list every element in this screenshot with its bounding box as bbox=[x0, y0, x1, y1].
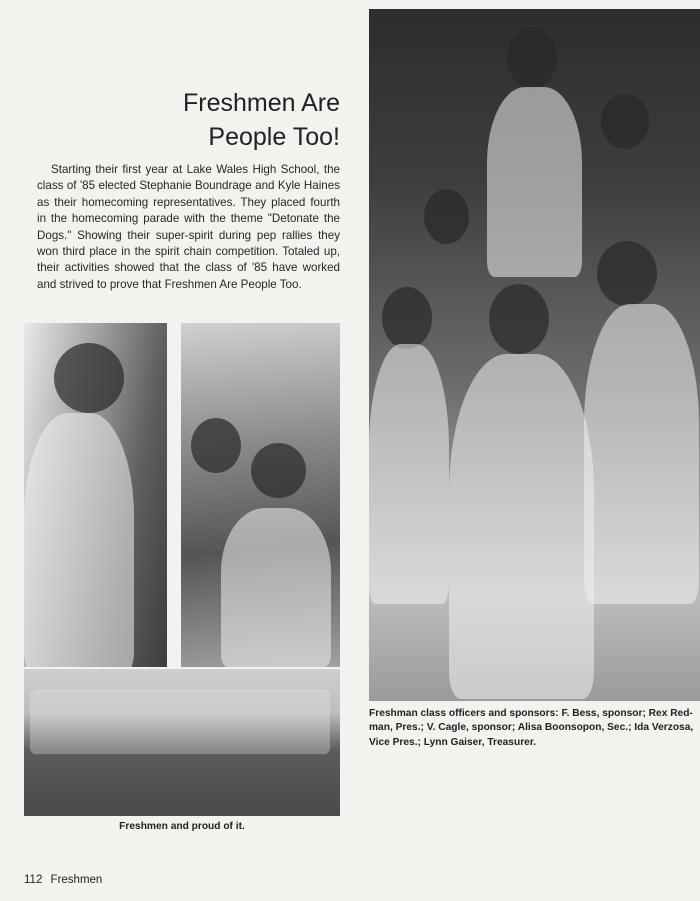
page-title bbox=[40, 86, 340, 154]
students-photo bbox=[181, 323, 340, 667]
section-name: Freshmen bbox=[50, 874, 103, 886]
class-group-photo bbox=[24, 669, 340, 816]
title-line-1: Freshmen Are bbox=[182, 89, 340, 117]
teacher-photo bbox=[24, 323, 167, 667]
title-line-2: People Too! bbox=[208, 123, 340, 151]
intro-paragraph: Starting their first year at Lake Wales High School, the class of '85 elected Stephanie Boundrage and Kyle Haines as their homecoming representatives. They placed fourth in the homecoming parade with the theme "Detonate the Dogs." Showing their super-spirit during pep rallies they won third place in the spirit chain competition. Totaled up, their activities showed that the class of '85 have worked and strived to prove that Freshmen Are People Too. bbox=[37, 163, 340, 291]
officers-caption: Freshman class officers and sponsors: F. Bess, sponsor; Rex Red-man, Pres.; V. Cagle, sponsor; Alisa Boonsopon, Sec.; Ida Verzosa, Vice Pres.; Lynn Gaiser, Treasurer. bbox=[369, 708, 694, 748]
officers-photo bbox=[369, 9, 700, 701]
page-number: 112 bbox=[24, 874, 43, 886]
group-caption: Freshmen and proud of it. bbox=[119, 821, 245, 832]
page-folio bbox=[24, 874, 102, 886]
